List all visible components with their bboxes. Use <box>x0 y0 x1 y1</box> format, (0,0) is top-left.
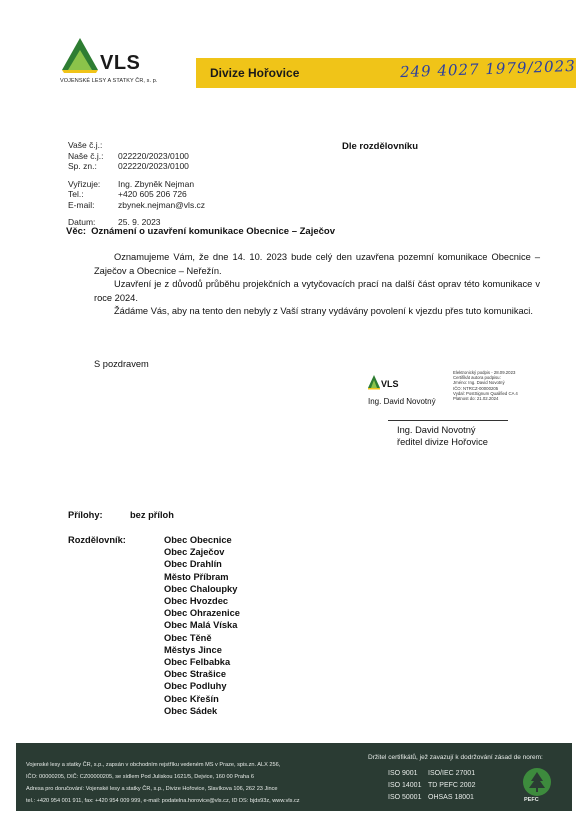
distribution-item: Obec Drahlín <box>164 559 222 570</box>
footer-line: Vojenské lesy a statky ČR, s.p., zapsán v obchodním rejstříku vedeném MS v Praze, spis.zn. ALX 256, <box>26 762 281 768</box>
distribution-item: Obec Křešín <box>164 693 219 704</box>
distribution-item: Město Příbram <box>164 571 229 582</box>
subject-text: Oznámení o uzavření komunikace Obecnice – Zaječov <box>91 226 336 237</box>
datum-value: 25. 9. 2023 <box>118 217 161 227</box>
certificate: TD PEFC 2002 <box>428 782 476 789</box>
distribution-item: Obec Zaječov <box>164 547 225 558</box>
distribution-item: Obec Ohrazenice <box>164 608 240 619</box>
distribution-item: Obec Strašice <box>164 669 227 680</box>
tel-value: +420 605 206 726 <box>118 189 187 199</box>
division-name: Divize Hořovice <box>210 66 300 80</box>
vls-logo <box>60 36 210 88</box>
electronic-signature <box>365 370 545 416</box>
distribution-item: Obec Malá Víska <box>164 620 238 631</box>
reference-block <box>68 140 205 228</box>
certificates-list <box>388 768 475 804</box>
signature-detail: Jméno: Ing. David Novotný <box>453 380 505 386</box>
distribution-item: Obec Felbabka <box>164 657 231 668</box>
handwritten-reference: 249 4027 1979/2023 <box>399 56 577 82</box>
certificate-row <box>388 792 475 804</box>
distribution-list <box>164 534 240 717</box>
nase-cj-label: Naše č.j.: <box>68 150 104 161</box>
distribution-item: Obec Chaloupky <box>164 583 238 594</box>
footer-line: tel.: +420 954 001 911, fax: +420 954 009 999, e-mail: podatelna.horovice@vls.cz, ID DS: bjds93z, www.vls.cz <box>26 798 300 804</box>
subject-line <box>66 226 340 237</box>
certificate: ISO 9001 <box>388 770 418 777</box>
footer <box>16 743 572 811</box>
signature-logo-text: VLS <box>381 379 399 389</box>
distribution-item: Obec Těně <box>164 632 212 643</box>
logo-text: VLS <box>100 52 141 74</box>
recipient: Dle rozdělovníku <box>342 141 419 152</box>
vyrizuje-label: Vyřizuje: <box>68 178 101 189</box>
vls-triangle-icon <box>60 36 100 74</box>
distribution-item: Obec Podluhy <box>164 681 227 692</box>
pefc-label: PEFC <box>524 797 539 803</box>
pefc-tree-icon <box>522 767 552 797</box>
signature-name-small: Ing. David Novotný <box>368 397 436 406</box>
footer-line: Adresa pro doručování: Vojenské lesy a statky ČR, s.p., Divize Hořovice, Slavíkova 106, 262 23 Jince <box>26 786 278 792</box>
certificate: ISO 14001 <box>388 782 422 789</box>
distribution-label: Rozdělovník: <box>68 535 126 545</box>
subject-label: Věc: <box>66 226 87 237</box>
vase-cj-label: Vaše č.j.: <box>68 140 103 150</box>
logo-subtitle: VOJENSKÉ LESY A STATKY ČR, s. p. <box>60 78 158 84</box>
certificate-row <box>388 768 475 780</box>
signature-details <box>453 370 548 401</box>
certificate: OHSAS 18001 <box>428 794 474 801</box>
footer-line: IČO: 00000205, DIČ: CZ00000205, se sídlem Pod Juliskou 1621/5, Dejvice, 160 00 Praha 6 <box>26 774 254 780</box>
signer-role: ředitel divize Hořovice <box>397 437 488 447</box>
certificate: ISO/IEC 27001 <box>428 770 476 777</box>
greeting: S pozdravem <box>94 359 149 369</box>
tel-label: Tel.: <box>68 189 84 199</box>
signature-detail: Certifikát autora podpisu: <box>453 375 501 381</box>
body-paragraph-1: Oznamujeme Vám, že dne 14. 10. 2023 bude celý den uzavřena pozemní komunikace Obecnice – Zaječov a Obecnice – Neřežín. <box>94 252 540 276</box>
distribution-item: Městys Jince <box>164 644 222 655</box>
attachments-label: Přílohy: <box>68 510 103 520</box>
sp-zn-label: Sp. zn.: <box>68 161 97 171</box>
vyrizuje-value: Ing. Zbyněk Nejman <box>118 178 195 189</box>
email-label: E-mail: <box>68 199 95 210</box>
sp-zn-value: 022220/2023/0100 <box>118 161 189 171</box>
signature-detail: Elektronický podpis - 28.09.2023 <box>453 370 516 375</box>
distribution-item: Obec Hvozdec <box>164 596 229 607</box>
datum-label: Datum: <box>68 217 96 227</box>
footer-company-info <box>26 759 366 807</box>
body-paragraph-2: Uzavření je z důvodů průběhu projekčních a vytyčovacích prací na další část oprav této komunikace v roce 2024. <box>94 279 540 303</box>
signature-line <box>388 420 508 421</box>
signature-detail: Vydal: PostSignum Qualified CA 4 <box>453 390 518 396</box>
certificates-title: Držitel certifikátů, jež zavazují k dodržování zásad de norem: <box>368 754 543 761</box>
signer-name: Ing. David Novotný <box>397 425 476 435</box>
signer-block <box>397 424 488 448</box>
distribution-item: Obec Obecnice <box>164 535 232 545</box>
signature-detail: IČO: NTRCZ-00000205 <box>453 385 499 391</box>
signature-detail: Platnost do: 21.02.2024 <box>453 396 499 402</box>
nase-cj-value: 022220/2023/0100 <box>118 150 189 161</box>
certificate-row <box>388 780 475 792</box>
email-value: zbynek.nejman@vls.cz <box>118 199 206 210</box>
attachments-value: bez příloh <box>130 510 174 520</box>
distribution-item: Obec Sádek <box>164 705 218 716</box>
attachments-line <box>68 510 174 520</box>
certificate: ISO 50001 <box>388 794 422 801</box>
letter-body <box>94 251 540 319</box>
body-paragraph-3: Žádáme Vás, aby na tento den nebyly z Vaší strany vydávány povolení k vjezdu přes tuto komunikaci. <box>114 306 533 317</box>
